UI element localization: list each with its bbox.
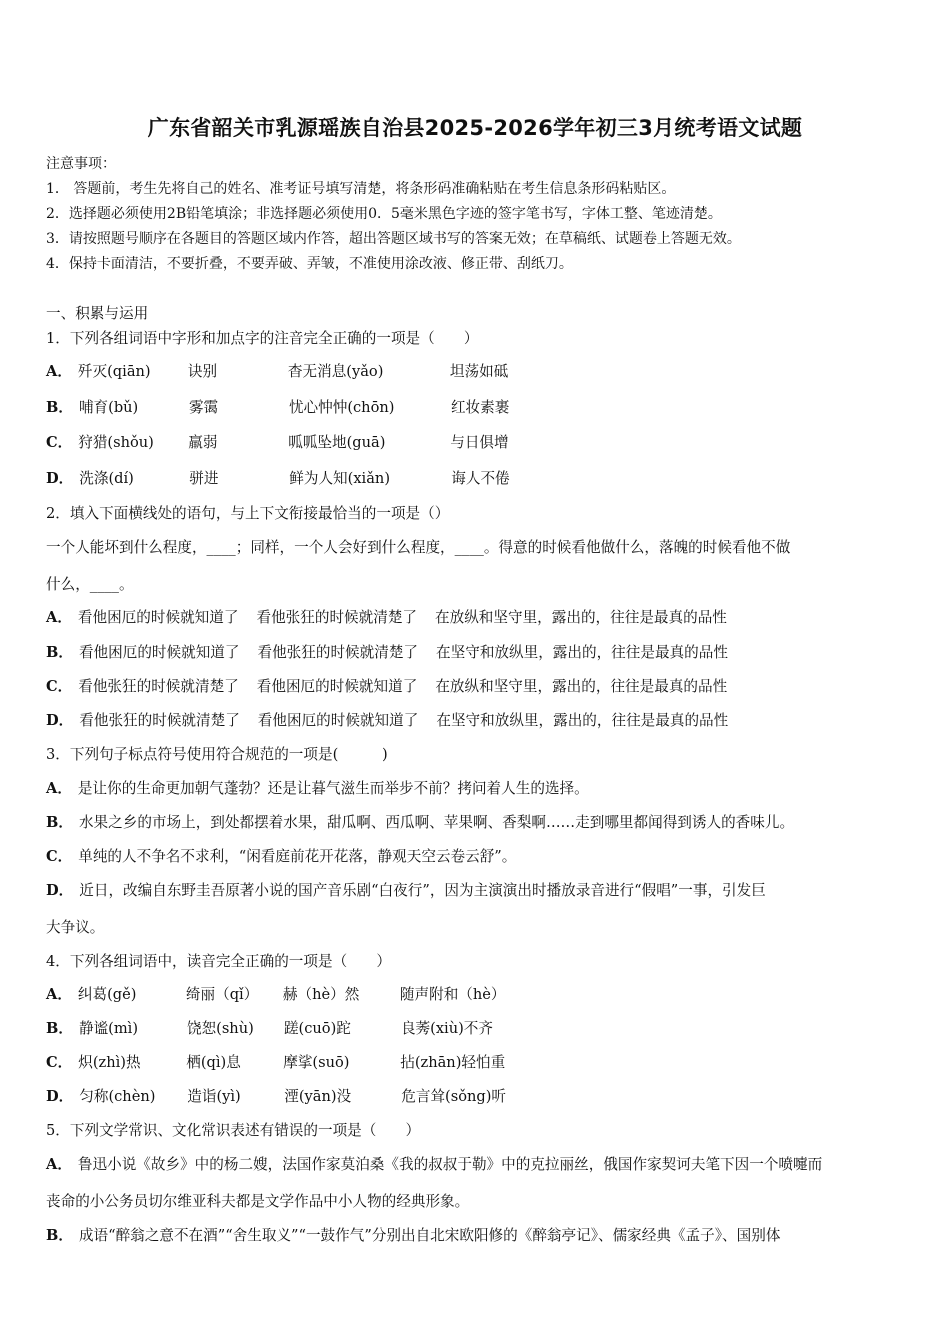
notice-heading: 注意事项：: [46, 156, 116, 172]
option-part: 看他张狂的时候就清楚了: [256, 609, 418, 626]
section-heading: 一、积累与运用: [46, 305, 149, 322]
q2-stem: 2．填入下面横线处的语句，与上下文衔接最恰当的一项是（）: [46, 505, 450, 522]
option-label: D．: [46, 1088, 74, 1105]
option-text: 成语“醉翁之意不在酒”“舍生取义”“一鼓作气”分别出自北宋欧阳修的《醉翁亭记》、儒家经典《孟子》、国别体: [78, 1227, 781, 1244]
option-part: 在放纵和坚守里，露出的，往往是最真的品性: [435, 609, 727, 626]
q2-option-d: [46, 709, 746, 730]
option-word: 栖(qì)息: [186, 1054, 241, 1071]
exam-title: 广东省韶关市乳源瑶族自治县2025-2026学年初三3月统考语文试题: [147, 116, 803, 140]
notice-item-4: 4．保持卡面清洁，不要折叠，不要弄破、弄皱，不准使用涂改液、修正带、刮纸刀。: [46, 256, 573, 272]
q3-option-c: [46, 845, 516, 866]
q3-stem: 3．下列句子标点符号使用符合规范的一项是( ): [46, 746, 388, 763]
notice-item-2: 2．选择题必须使用2B铅笔填涂；非选择题必须使用0．5毫米黑色字迹的签字笔书写，字体工整、笔迹清楚。: [46, 206, 722, 222]
option-part: 看他张狂的时候就清楚了: [257, 644, 419, 661]
option-word: 呱呱坠地(guā): [288, 434, 386, 451]
notice-item-1: 1． 答题前，考生先将自己的姓名、准考证号填写清楚，将条形码准确粘贴在考生信息条形码粘贴区。: [46, 181, 676, 197]
option-word: 羸弱: [188, 434, 218, 451]
option-label: A．: [46, 1156, 72, 1173]
option-word: 赫（hè）然: [282, 986, 360, 1003]
option-word: 狩猎(shǒu): [78, 434, 154, 451]
option-label: A．: [46, 986, 72, 1003]
q4-option-d: [46, 1085, 506, 1106]
option-label: C．: [46, 848, 73, 865]
q5-option-b: [46, 1224, 780, 1245]
option-word: 鲜为人知(xiǎn): [289, 470, 391, 487]
option-word: 绮丽（qǐ）: [185, 986, 259, 1003]
option-word: 危言耸(sǒng)听: [401, 1088, 507, 1105]
q1-option-b: [46, 396, 509, 417]
q3-option-d-continued: 大争议。: [46, 919, 105, 936]
q4-option-a: [46, 983, 506, 1004]
q4-option-c: [46, 1051, 505, 1072]
option-part: 看他张狂的时候就清楚了: [79, 712, 240, 729]
q3-option-a: [46, 777, 589, 798]
q2-option-b: [46, 641, 746, 662]
option-word: 炽(zhì)热: [78, 1054, 141, 1071]
option-part: 看他困厄的时候就知道了: [257, 712, 419, 729]
option-word: 骈进: [189, 470, 219, 487]
option-word: 洗涤(dí): [79, 470, 134, 487]
option-word: 歼灭(qiān): [77, 363, 151, 380]
option-part: 看他困厄的时候就知道了: [77, 609, 239, 626]
q4-option-b: [46, 1017, 493, 1038]
option-word: 诲人不倦: [451, 470, 510, 487]
option-part: 看他张狂的时候就清楚了: [78, 678, 239, 695]
option-label: D．: [46, 470, 74, 487]
q1-option-a: [46, 360, 508, 381]
option-label: A．: [46, 609, 72, 626]
option-word: 诀别: [187, 363, 218, 380]
notice-item-3: 3．请按照题号顺序在各题目的答题区域内作答，超出答题区域书写的答案无效；在草稿纸、试题卷上答题无效。: [46, 231, 741, 247]
option-text: 近日，改编自东野圭吾原著小说的国产音乐剧“白夜行”，因为主演演出时播放录音进行“假唱”一事，引发巨: [79, 882, 766, 899]
option-word: 与日俱增: [450, 434, 509, 451]
option-label: D．: [46, 712, 74, 729]
option-part: 在坚守和放纵里，露出的，往往是最真的品性: [436, 644, 728, 661]
option-label: C．: [46, 434, 73, 451]
option-word: 匀称(chèn): [79, 1088, 156, 1105]
q1-option-c: [46, 431, 509, 452]
q2-option-a: [46, 606, 745, 627]
option-part: 看他困厄的时候就知道了: [78, 644, 240, 661]
option-word: 湮(yān)没: [284, 1088, 352, 1105]
option-word: 摩挲(suō): [283, 1054, 350, 1071]
option-label: B．: [46, 814, 73, 831]
q5-stem: 5．下列文学常识、文化常识表述有错误的一项是（ ）: [46, 1122, 421, 1139]
q5-option-a: [46, 1153, 822, 1174]
q2-passage-line-2: 什么，____。: [46, 576, 134, 593]
option-text: 水果之乡的市场上，到处都摆着水果，甜瓜啊、西瓜啊、苹果啊、香梨啊……走到哪里都闻得到诱人的香味儿。: [78, 814, 795, 831]
q5-option-a-continued: 丧命的小公务员切尔维亚科夫都是文学作品中小人物的经典形象。: [46, 1193, 470, 1210]
option-text: 是让你的生命更加朝气蓬勃？还是让暮气滋生而举步不前？拷问着人生的选择。: [77, 780, 589, 797]
q2-option-c: [46, 675, 745, 696]
option-word: 饶恕(shù): [186, 1020, 254, 1037]
option-word: 雾霭: [188, 399, 219, 416]
q4-stem: 4．下列各组词语中，读音完全正确的一项是（ ）: [46, 953, 391, 970]
option-word: 静谧(mì): [78, 1020, 139, 1037]
option-label: B．: [46, 644, 73, 661]
option-label: B．: [46, 399, 73, 416]
option-word: 忧心忡忡(chōn): [288, 399, 395, 416]
option-label: A．: [46, 363, 72, 380]
option-label: D．: [46, 882, 74, 899]
q1-stem: 1．下列各组词语中字形和加点字的注音完全正确的一项是（ ）: [46, 330, 479, 347]
q1-option-d: [46, 467, 510, 488]
option-label: B．: [46, 1227, 73, 1244]
option-text: 鲁迅小说《故乡》中的杨二嫂，法国作家莫泊桑《我的叔叔于勒》中的克拉丽丝，俄国作家契诃夫笔下因一个喷嚏而: [77, 1156, 823, 1173]
q3-option-b: [46, 811, 794, 832]
option-word: 拈(zhān)轻怕重: [400, 1054, 506, 1071]
option-part: 在放纵和坚守里，露出的，往往是最真的品性: [435, 678, 728, 695]
option-text: 单纯的人不争名不求利，“闲看庭前花开花落，静观天空云卷云舒”。: [78, 848, 517, 865]
option-word: 良莠(xiù)不齐: [400, 1020, 493, 1037]
option-label: B．: [46, 1020, 73, 1037]
option-part: 看他困厄的时候就知道了: [256, 678, 418, 695]
option-word: 红妆素裹: [450, 399, 510, 416]
option-label: C．: [46, 678, 73, 695]
q2-passage-line-1: 一个人能坏到什么程度，____；同样，一个人会好到什么程度，____。得意的时候看他做什么，落魄的时候看他不做: [46, 539, 791, 556]
option-word: 杳无消息(yǎo): [287, 363, 384, 380]
option-word: 哺育(bǔ): [78, 399, 139, 416]
option-part: 在坚守和放纵里，露出的，往往是最真的品性: [436, 712, 729, 729]
option-word: 随声附和（hè）: [399, 986, 506, 1003]
option-label: A．: [46, 780, 72, 797]
option-word: 造诣(yì): [187, 1088, 241, 1105]
option-word: 蹉(cuō)跎: [283, 1020, 351, 1037]
option-label: C．: [46, 1054, 73, 1071]
option-word: 纠葛(gě): [77, 986, 137, 1003]
q3-option-d: [46, 879, 766, 900]
option-word: 坦荡如砥: [449, 363, 509, 380]
